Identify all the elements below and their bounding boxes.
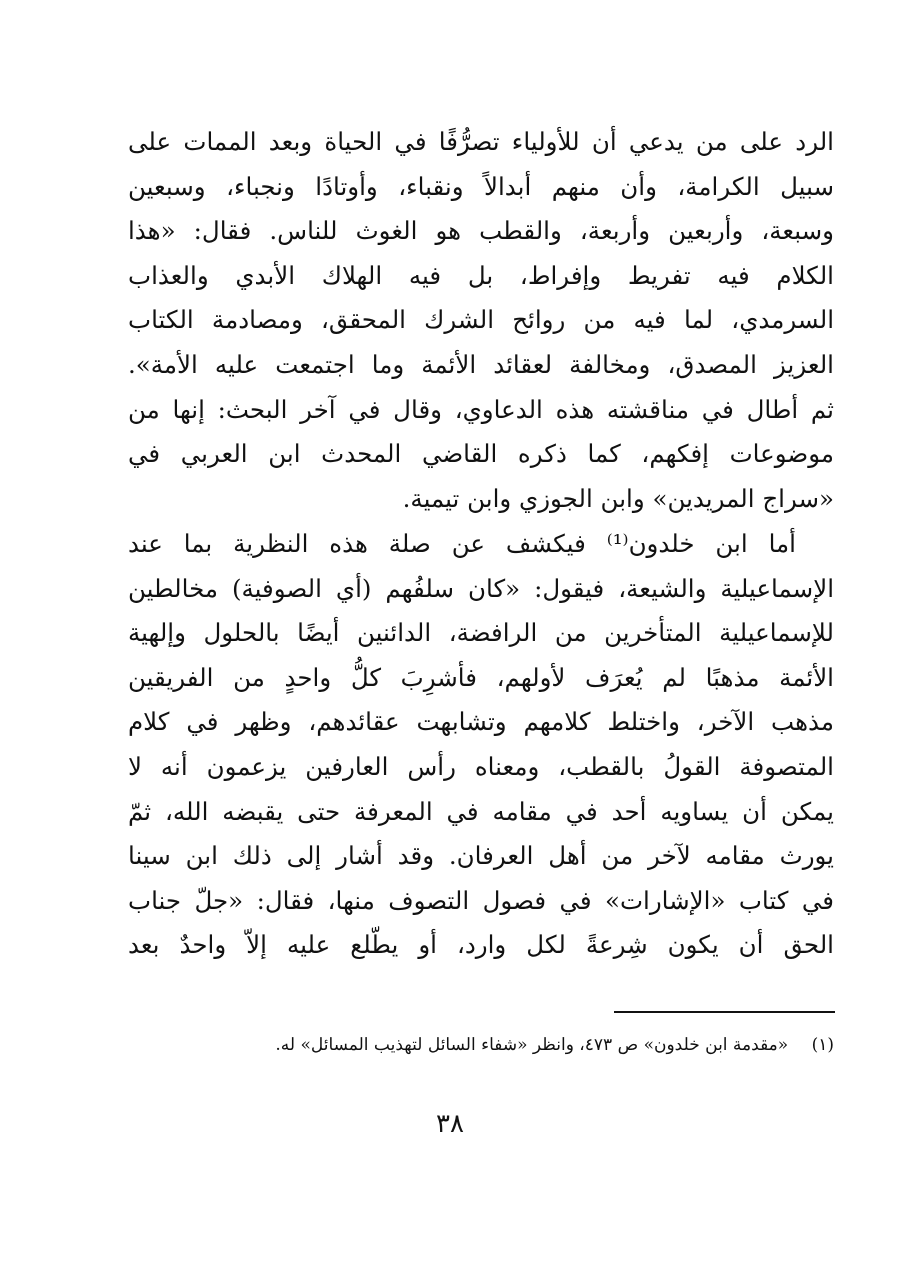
text-line: يمكن أن يساويه أحد في مقامه في المعرفة حتى يقبضه الله، ثمّ bbox=[128, 796, 834, 826]
text-line: العزيز المصدق، ومخالفة لعقائد الأئمة وما اجتمعت عليه الأمة». bbox=[128, 349, 834, 379]
text-line: يورث مقامه لآخر من أهل العرفان. وقد أشار إلى ذلك ابن سينا bbox=[128, 841, 834, 871]
text-line: ثم أطال في مناقشته هذه الدعاوي، وقال في آخر البحث: إنها من bbox=[128, 394, 834, 424]
footnote-text: «مقدمة ابن خلدون» ص ٤٧٣، وانظر «شفاء السائل لتهذيب المسائل» له. bbox=[275, 1035, 789, 1055]
text-line: للإسماعيلية المتأخرين من الرافضة، الدائنين أيضًا بالحلول وإلهية bbox=[128, 618, 834, 648]
paragraph-1 bbox=[128, 120, 834, 521]
paragraph-2 bbox=[128, 522, 834, 968]
text-line: الإسماعيلية والشيعة، فيقول: «كان سلفُهم (أي الصوفية) مخالطين bbox=[128, 573, 834, 603]
text-line: الرد على من يدعي أن للأولياء تصرُّفًا في الحياة وبعد الممات على bbox=[128, 127, 834, 156]
text-line: أما ابن خلدون⁽¹⁾ فيكشف عن صلة هذه النظرية بما عند bbox=[128, 529, 796, 558]
footnote-separator bbox=[614, 1011, 835, 1013]
text-line: «سراج المريدين» وابن الجوزي وابن تيمية. bbox=[402, 483, 834, 513]
text-line: الكلام فيه تفريط وإفراط، بل فيه الهلاك الأبدي والعذاب bbox=[128, 260, 834, 290]
text-line: الأئمة مذهبًا لم يُعرَف لأولهم، فأشرِبَ كلُّ واحدٍ من الفريقين bbox=[128, 662, 834, 692]
text-line: في كتاب «الإشارات» في فصول التصوف منها، فقال: «جلّ جناب bbox=[128, 885, 834, 915]
text-line: وسبعة، وأربعين وأربعة، والقطب هو الغوث للناس. فقال: «هذا bbox=[128, 216, 834, 246]
text-line: المتصوفة القولُ بالقطب، ومعناه رأس العارفين يزعمون أنه لا bbox=[128, 751, 834, 781]
text-line: سبيل الكرامة، وأن منهم أبدالاً ونقباء، وأوتادًا ونجباء، وسبعين bbox=[128, 171, 834, 201]
footnote bbox=[128, 1032, 834, 1058]
page-number: ٣٨ bbox=[436, 1109, 464, 1139]
text-line: السرمدي، لما فيه من روائح الشرك المحقق، ومصادمة الكتاب bbox=[128, 305, 834, 335]
text-line: الحق أن يكون شِرعةً لكل وارد، أو يطّلع عليه إلاّ واحدٌ بعد bbox=[128, 930, 834, 960]
text-line: مذهب الآخر، واختلط كلامهم وتشابهت عقائدهم، وظهر في كلام bbox=[128, 707, 834, 737]
footnote-number: (١) bbox=[811, 1035, 834, 1055]
text-line: موضوعات إفكهم، كما ذكره القاضي المحدث ابن العربي في bbox=[128, 439, 834, 469]
